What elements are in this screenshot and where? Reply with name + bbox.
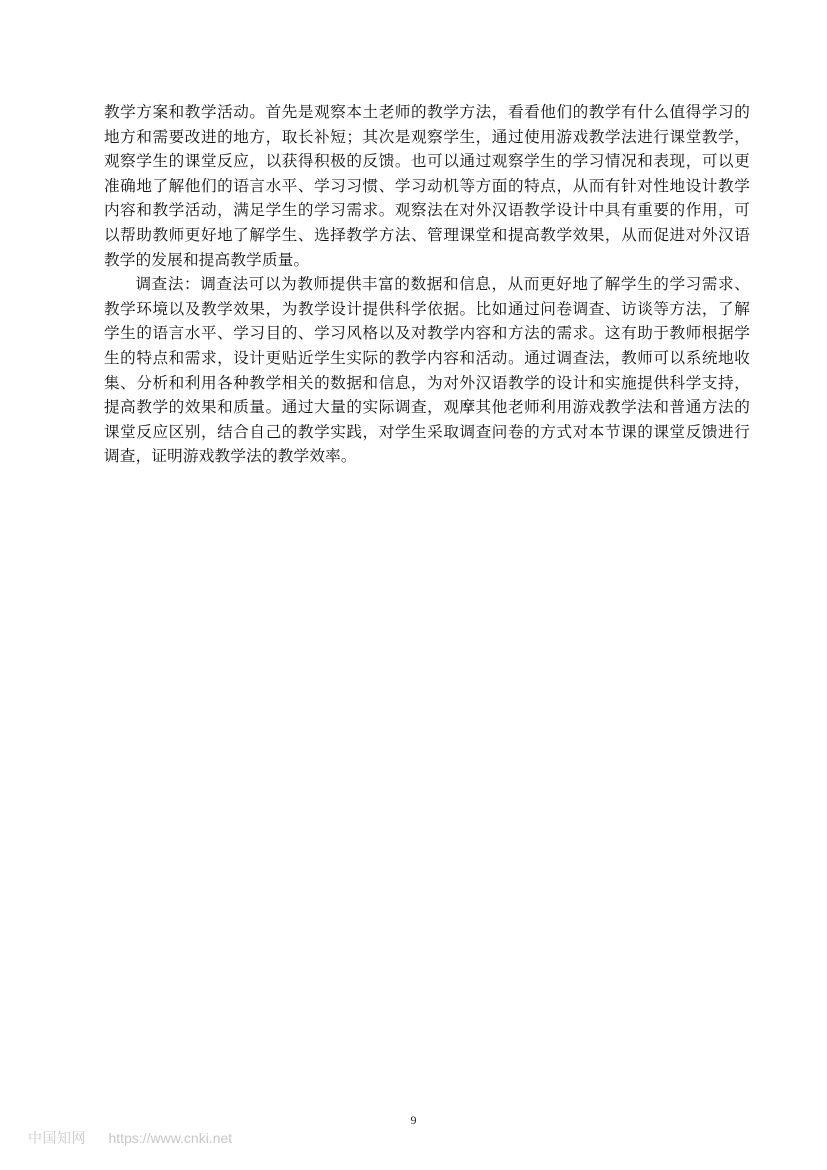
watermark-url: https://www.cnki.net [108,1130,233,1146]
paragraph-observation-method: 教学方案和教学活动。首先是观察本土老师的教学方法，看看他们的教学有什么值得学习的地方和需要改进的地方，取长补短；其次是观察学生，通过使用游戏教学法进行课堂教学，观察学生的课堂反应，以获得积极的反馈。也可以通过观察学生的学习情况和表现，可以更准确地了解他们的语言水平、学习习惯、学习动机等方面的特点，从而有针对性地设计教学内容和教学活动，满足学生的学习需求。观察法在对外汉语教学设计中具有重要的作用，可以帮助教师更好地了解学生、选择教学方法、管理课堂和提高教学效果，从而促进对外汉语教学的发展和提高教学质量。 [104,103,750,269]
watermark-brand: 中国知网 [28,1131,86,1147]
cnki-watermark [28,1128,232,1148]
page-number: 9 [410,1113,417,1127]
body-text [104,100,750,469]
paragraph-survey-method: 调查法：调查法可以为教师提供丰富的数据和信息，从而更好地了解学生的学习需求、教学环境以及教学效果，为教学设计提供科学依据。比如通过问卷调查、访谈等方法，了解学生的语言水平、学习目的、学习风格以及对教学内容和方法的需求。这有助于教师根据学生的特点和需求，设计更贴近学生实际的教学内容和活动。通过调查法，教师可以系统地收集、分析和利用各种教学相关的数据和信息，为对外汉语教学的设计和实施提供科学支持，提高教学的效果和质量。通过大量的实际调查，观摩其他老师利用游戏教学法和普通方法的课堂反应区别，结合自己的教学实践，对学生采取调查问卷的方式对本节课的课堂反馈进行调查，证明游戏教学法的教学效率。 [104,275,750,466]
